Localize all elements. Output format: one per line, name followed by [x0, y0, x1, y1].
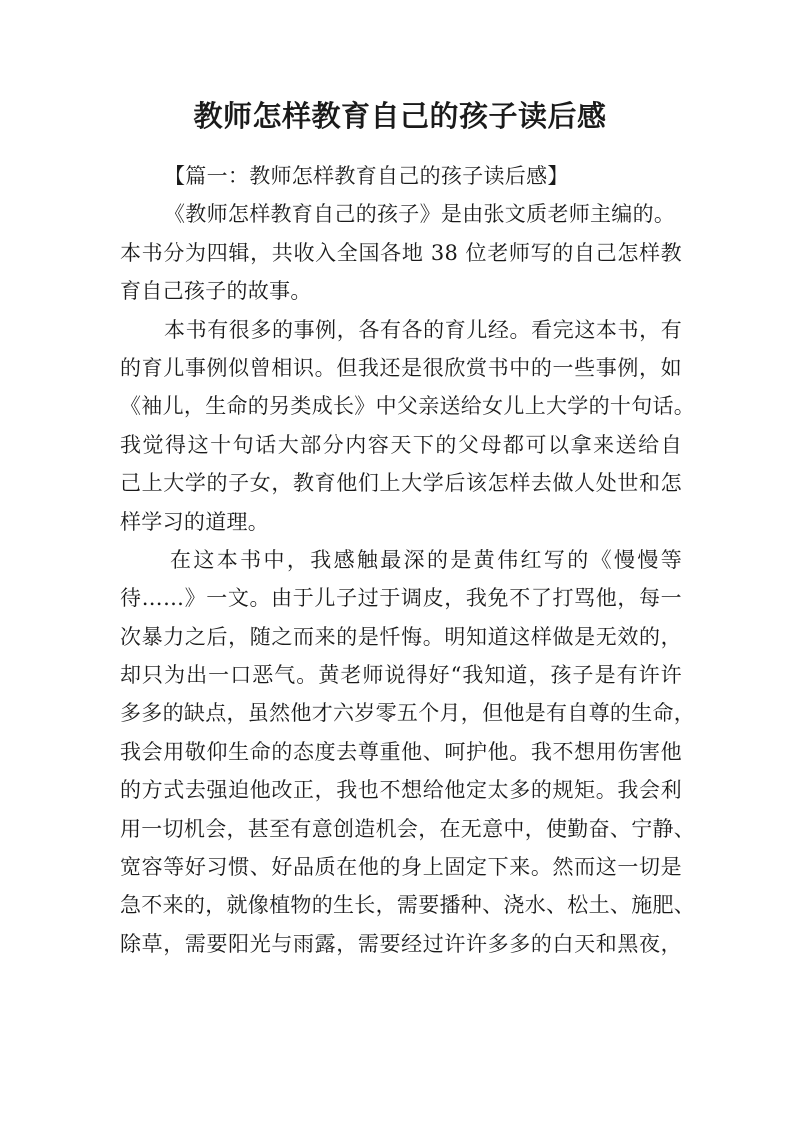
paragraph-line: 却只为出一口恶气。黄老师说得好“我知道，孩子是有许许 — [120, 663, 682, 688]
paragraph-line: 己上大学的子女，教育他们上大学后该怎样去做人处世和怎 — [120, 471, 682, 496]
paragraph-line: 样学习的道理。 — [120, 509, 270, 534]
paragraph-line: 我会用敬仰生命的态度去尊重他、呵护他。我不想用伤害他 — [120, 739, 682, 764]
paragraph-line: 《教师怎样教育自己的孩子》是由张文质老师主编的。 — [164, 202, 676, 227]
paragraph-line: 待……》一文。由于儿子过于调皮，我免不了打骂他，每一 — [120, 586, 682, 611]
document-body — [120, 157, 696, 963]
paragraph-line: 多多的缺点，虽然他才六岁零五个月，但他是有自尊的生命， — [120, 701, 696, 726]
paragraph-line: 我觉得这十句话大部分内容天下的父母都可以拿来送给自 — [120, 432, 682, 457]
paragraph-line: 用一切机会，甚至有意创造机会，在无意中，使勤奋、宁静、 — [120, 816, 696, 841]
paragraph-line: 次暴力之后，随之而来的是忏悔。明知道这样做是无效的， — [120, 624, 682, 649]
paragraph-line: 的方式去强迫他改正，我也不想给他定太多的规矩。我会利 — [120, 778, 682, 803]
paragraph-line: 本书分为四辑，共收入全国各地 38 位老师写的自己怎样教 — [120, 240, 682, 265]
paragraph-line: 急不来的，就像植物的生长，需要播种、浇水、松土、施肥、 — [120, 893, 696, 918]
section-heading: 【篇一：教师怎样教育自己的孩子读后感】 — [164, 164, 569, 188]
paragraph-line: 的育儿事例似曾相识。但我还是很欣赏书中的一些事例，如 — [120, 355, 682, 380]
paragraph-line: 宽容等好习惯、好品质在他的身上固定下来。然而这一切是 — [120, 855, 682, 880]
paragraph-line: 本书有很多的事例，各有各的育儿经。看完这本书，有 — [164, 317, 682, 342]
document-title: 教师怎样教育自己的孩子读后感 — [193, 99, 607, 133]
paragraph-line: 在这本书中，我感触最深的是黄伟红写的《慢慢等 — [170, 547, 682, 572]
paragraph-line: 《袖儿，生命的另类成长》中父亲送给女儿上大学的十句话。 — [120, 394, 696, 419]
paragraph-line: 育自己孩子的故事。 — [120, 279, 312, 304]
paragraph-line: 除草，需要阳光与雨露，需要经过许许多多的白天和黑夜， — [120, 931, 682, 956]
